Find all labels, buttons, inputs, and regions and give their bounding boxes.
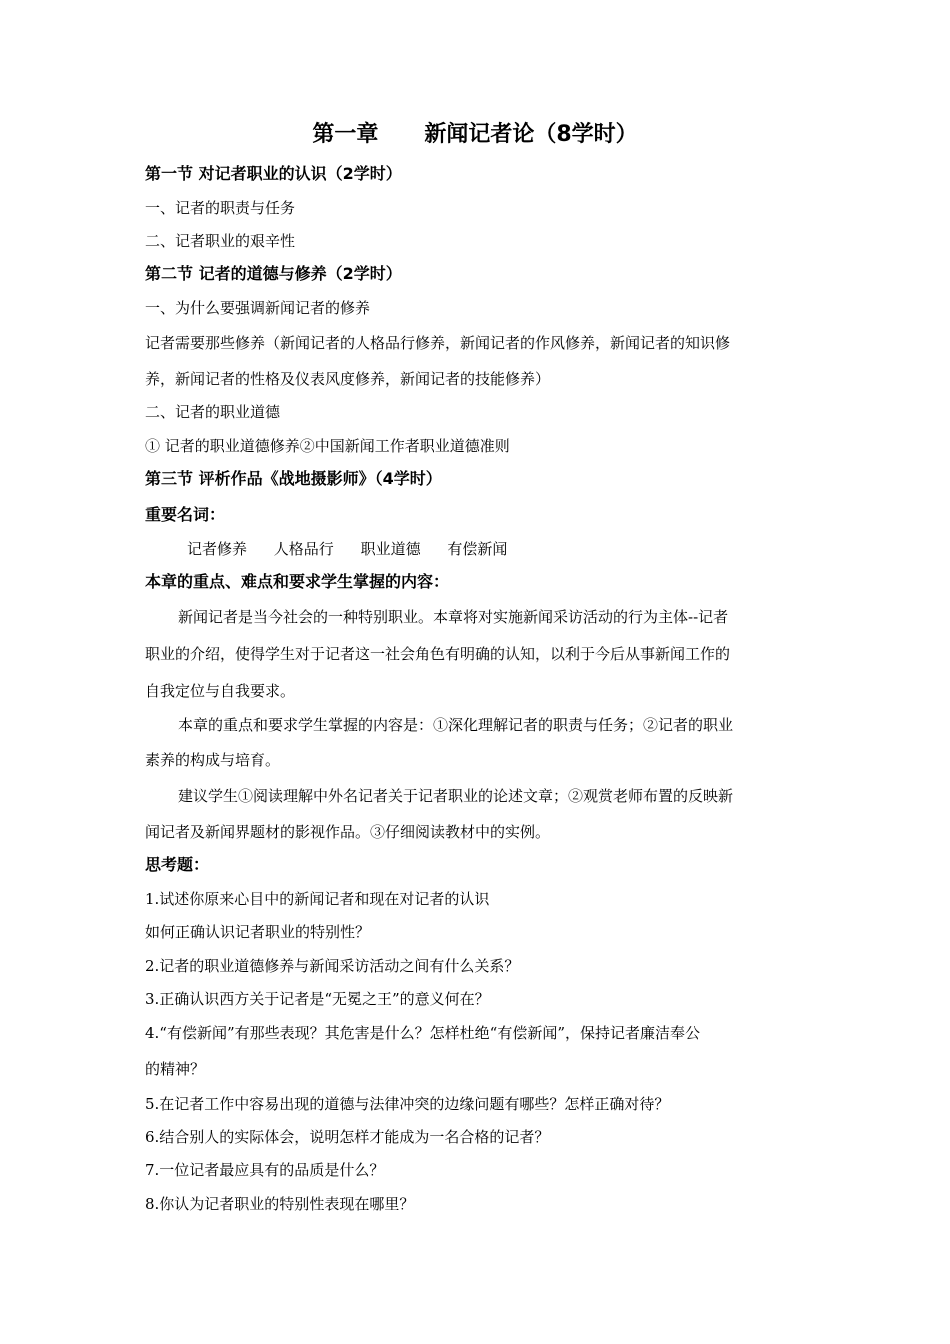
section1-item-1: 一、记者的职责与任务 [145,199,296,217]
question-7: 7.一位记者最应具有的品质是什么？ [145,1161,385,1179]
section2-item-2: 二、记者的职业道德 [145,403,281,421]
key-points-p1-line-1: 新闻记者是当今社会的一种特别职业。本章将对实施新闻采访活动的行为主体--记者 [178,608,729,626]
section1-heading: 第一节 对记者职业的认识（2学时） [145,164,402,183]
key-points-heading: 本章的重点、难点和要求学生掌握的内容： [145,572,450,591]
terms-list [187,539,529,559]
section2-paragraph-line-1: 记者需要那些修养（新闻记者的人格品行修养，新闻记者的作风修养，新闻记者的知识修 [145,334,731,352]
chapter-title: 第一章 新闻记者论（8学时） [312,122,638,147]
question-4-line-2: 的精神？ [145,1060,206,1078]
key-points-p3-line-1: 建议学生①阅读理解中外名记者关于记者职业的论述文章；②观赏老师布置的反映新 [178,787,734,805]
question-2: 2.记者的职业道德修养与新闻采访活动之间有什么关系？ [145,957,520,975]
key-points-p2-line-1: 本章的重点和要求学生掌握的内容是：①深化理解记者的职责与任务；②记者的职业 [178,716,734,734]
section2-heading: 第二节 记者的道德与修养（2学时） [145,264,402,283]
section2-item-3: ① 记者的职业道德修养②中国新闻工作者职业道德准则 [145,437,510,455]
question-3: 3.正确认识西方关于记者是“无冕之王”的意义何在？ [145,990,490,1008]
question-1-line-1: 1.试述你原来心目中的新闻记者和现在对记者的认识 [145,890,490,908]
key-points-p2-line-2: 素养的构成与培育。 [145,751,281,769]
section2-paragraph-line-2: 养，新闻记者的性格及仪表风度修养，新闻记者的技能修养） [145,370,551,388]
term-item: 记者修养 [187,540,248,558]
key-points-p3-line-2: 闻记者及新闻界题材的影视作品。③仔细阅读教材中的实例。 [145,823,551,841]
key-points-p1-line-2: 职业的介绍，使得学生对于记者这一社会角色有明确的认知，以利于今后从事新闻工作的 [145,645,731,663]
question-1-line-2: 如何正确认识记者职业的特别性？ [145,923,371,941]
question-5: 5.在记者工作中容易出现的道德与法律冲突的边缘问题有哪些？怎样正确对待？ [145,1095,670,1113]
section1-item-2: 二、记者职业的艰辛性 [145,232,296,250]
term-item: 人格品行 [273,540,334,558]
question-6: 6.结合别人的实际体会，说明怎样才能成为一名合格的记者？ [145,1128,550,1146]
term-item: 职业道德 [360,540,421,558]
key-points-p1-line-3: 自我定位与自我要求。 [145,682,296,700]
question-8: 8.你认为记者职业的特别性表现在哪里？ [145,1195,415,1213]
terms-heading: 重要名词： [145,505,226,524]
questions-heading: 思考题： [145,855,210,874]
term-item: 有偿新闻 [447,540,508,558]
section3-heading: 第三节 评析作品《战地摄影师》（4学时） [145,469,442,488]
section2-item-1: 一、为什么要强调新闻记者的修养 [145,299,371,317]
question-4-line-1: 4.“有偿新闻”有那些表现？其危害是什么？怎样杜绝“有偿新闻”，保持记者廉洁奉公 [145,1024,700,1042]
